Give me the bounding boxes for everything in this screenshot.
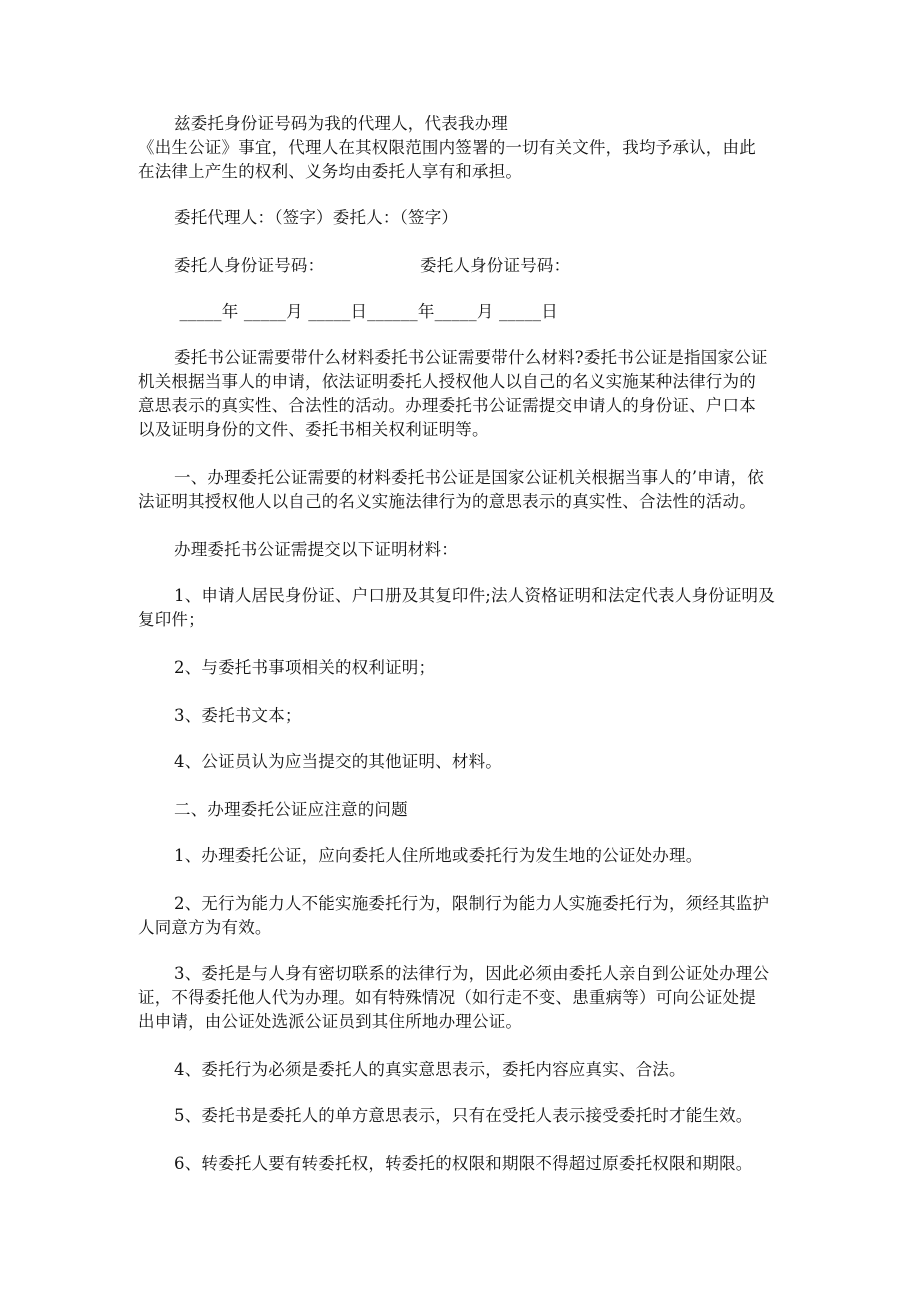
intro-line-2: 《出生公证》事宜，代理人在其权限范围内签署的一切有关文件，我均予承认，由此 [138,138,756,157]
materials-paragraph-line-1: 委托书公证需要带什么材料委托书公证需要带什么材料?委托书公证是指国家公证 [174,348,768,367]
intro-line-1: 兹委托身份证号码为我的代理人，代表我办理 [174,114,508,133]
intro-line-3: 在法律上产生的权利、义务均由委托人享有和承担。 [138,162,523,181]
signature-line: 委托代理人：（签字）委托人：（签字） [174,208,459,227]
materials-paragraph-line-2: 机关根据当事人的申请，依法证明委托人授权他人以自己的名义实施某种法律行为的 [138,372,756,391]
note-3-line-3: 出申请，由公证处选派公证员到其住所地办理公证。 [138,1012,523,1031]
section-1-line-1: 一、办理委托公证需要的材料委托书公证是国家公证机关根据当事人的’申请，依 [174,468,764,487]
materials-item-2: 2、与委托书事项相关的权利证明； [174,658,436,677]
note-5: 5、委托书是委托人的单方意思表示，只有在受托人表示接受委托时才能生效。 [174,1106,753,1125]
note-2-line-2: 人同意方为有效。 [138,918,272,937]
date-line: _____年 _____月 _____日______年_____月 _____日 [174,302,558,321]
note-4: 4、委托行为必须是委托人的真实意思表示，委托内容应真实、合法。 [174,1060,686,1079]
section-2-title: 二、办理委托公证应注意的问题 [174,800,408,819]
section-1-line-2: 法证明其授权他人以自己的名义实施法律行为的意思表示的真实性、合法性的活动。 [138,492,756,511]
materials-paragraph-line-3: 意思表示的真实性、合法性的活动。办理委托书公证需提交申请人的身份证、户口本 [138,396,756,415]
materials-paragraph-line-4: 以及证明身份的文件、委托书相关权利证明等。 [138,420,489,439]
note-1: 1、办理委托公证，应向委托人住所地或委托行为发生地的公证处办理。 [174,846,703,865]
materials-intro: 办理委托书公证需提交以下证明材料： [174,540,458,559]
note-3-line-2: 证，不得委托他人代为办理。如有特殊情况（如行走不变、患重病等）可向公证处提 [138,988,756,1007]
id-label-left: 委托人身份证号码： [174,256,325,275]
materials-item-3: 3、委托书文本； [174,706,302,725]
note-2-line-1: 2、无行为能力人不能实施委托行为，限制行为能力人实施委托行为，须经其监护 [174,894,770,913]
note-3-line-1: 3、委托是与人身有密切联系的法律行为，因此必须由委托人亲自到公证处办理公 [174,964,770,983]
materials-item-1-line-2: 复印件； [138,610,205,629]
materials-item-4: 4、公证员认为应当提交的其他证明、材料。 [174,752,502,771]
materials-item-1-line-1: 1、申请人居民身份证、户口册及其复印件;法人资格证明和法定代表人身份证明及 [174,586,775,605]
note-6: 6、转委托人要有转委托权，转委托的权限和期限不得超过原委托权限和期限。 [174,1154,753,1173]
id-label-right: 委托人身份证号码： [420,256,571,275]
